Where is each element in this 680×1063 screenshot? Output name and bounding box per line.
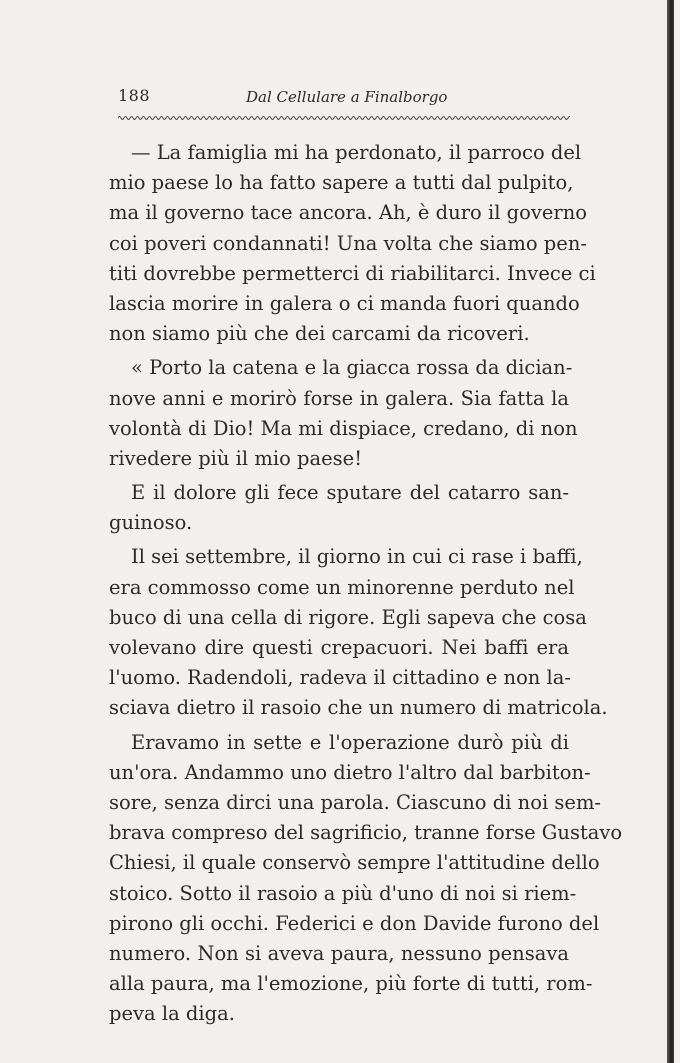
text-line: brava compreso del sagrificio, tranne forse Gustavo <box>109 821 623 845</box>
paragraph <box>109 138 596 349</box>
paragraph <box>109 353 578 474</box>
text-line: buco di una cella di rigore. Egli sapeva che cosa <box>109 605 587 629</box>
paragraph <box>109 542 608 723</box>
text-line: non siamo più che dei carcami da ricoveri. <box>109 322 530 346</box>
text-line: E il dolore gli fece sputare del catarro san- <box>131 481 569 505</box>
text-line: sciava dietro il rasoio che un numero di matricola. <box>109 696 608 720</box>
text-line: nove anni e morirò forse in galera. Sia fatta la <box>109 386 569 410</box>
text-line: Eravamo in sette e l'operazione durò più di <box>131 730 569 754</box>
text-line: rivedere più il mio paese! <box>109 446 363 470</box>
running-head <box>118 86 568 112</box>
text-line: numero. Non si aveva paura, nessuno pensava <box>109 941 569 965</box>
text-line: « Porto la catena e la giacca rossa da dician- <box>131 356 573 380</box>
body-text <box>109 138 623 1029</box>
text-line: pirono gli occhi. Federici e don Davide furono del <box>109 911 600 935</box>
text-line: peva la diga. <box>109 1002 235 1026</box>
text-line: volevano dire questi crepacuori. Nei baffi era <box>109 636 569 659</box>
text-line: sore, senza dirci una parola. Ciascuno di noi sem- <box>109 790 602 814</box>
text-line: volontà di Dio! Ma mi dispiace, credano, di non <box>109 416 578 440</box>
text-line: mio paese lo ha fatto sapere a tutti dal pulpito, <box>109 171 574 195</box>
text-line: Chiesi, il quale conservò sempre l'attitudine dello <box>109 851 600 875</box>
text-line: — La famiglia mi ha perdonato, il parroco del <box>131 141 582 164</box>
page-spine-shadow <box>667 0 674 1063</box>
text-line: Il sei settembre, il giorno in cui ci rase i baffi, <box>131 545 583 569</box>
wavy-rule-ornament <box>118 114 570 122</box>
page-number: 188 <box>118 86 151 105</box>
text-line: coi poveri condannati! Una volta che siamo pen- <box>109 231 587 255</box>
running-title: Dal Cellulare a Finalborgo <box>246 88 448 106</box>
text-line: lascia morire in galera o ci manda fuori quando <box>109 291 580 315</box>
text-line: alla paura, ma l'emozione, più forte di tutti, rom- <box>109 972 593 996</box>
text-line: titi dovrebbe permetterci di riabilitarci. Invece ci <box>109 261 596 285</box>
text-line: l'uomo. Radendoli, radeva il cittadino e non la- <box>109 666 572 690</box>
paragraph <box>109 728 623 1030</box>
paragraph <box>109 478 569 538</box>
text-line: un'ora. Andammo uno dietro l'altro dal barbiton- <box>109 760 591 784</box>
text-line: guinoso. <box>109 511 193 535</box>
text-line: ma il governo tace ancora. Ah, è duro il governo <box>109 201 588 225</box>
text-line: stoico. Sotto il rasoio a più d'uno di noi si riem- <box>109 881 577 905</box>
text-line: era commosso come un minorenne perduto nel <box>109 575 575 599</box>
